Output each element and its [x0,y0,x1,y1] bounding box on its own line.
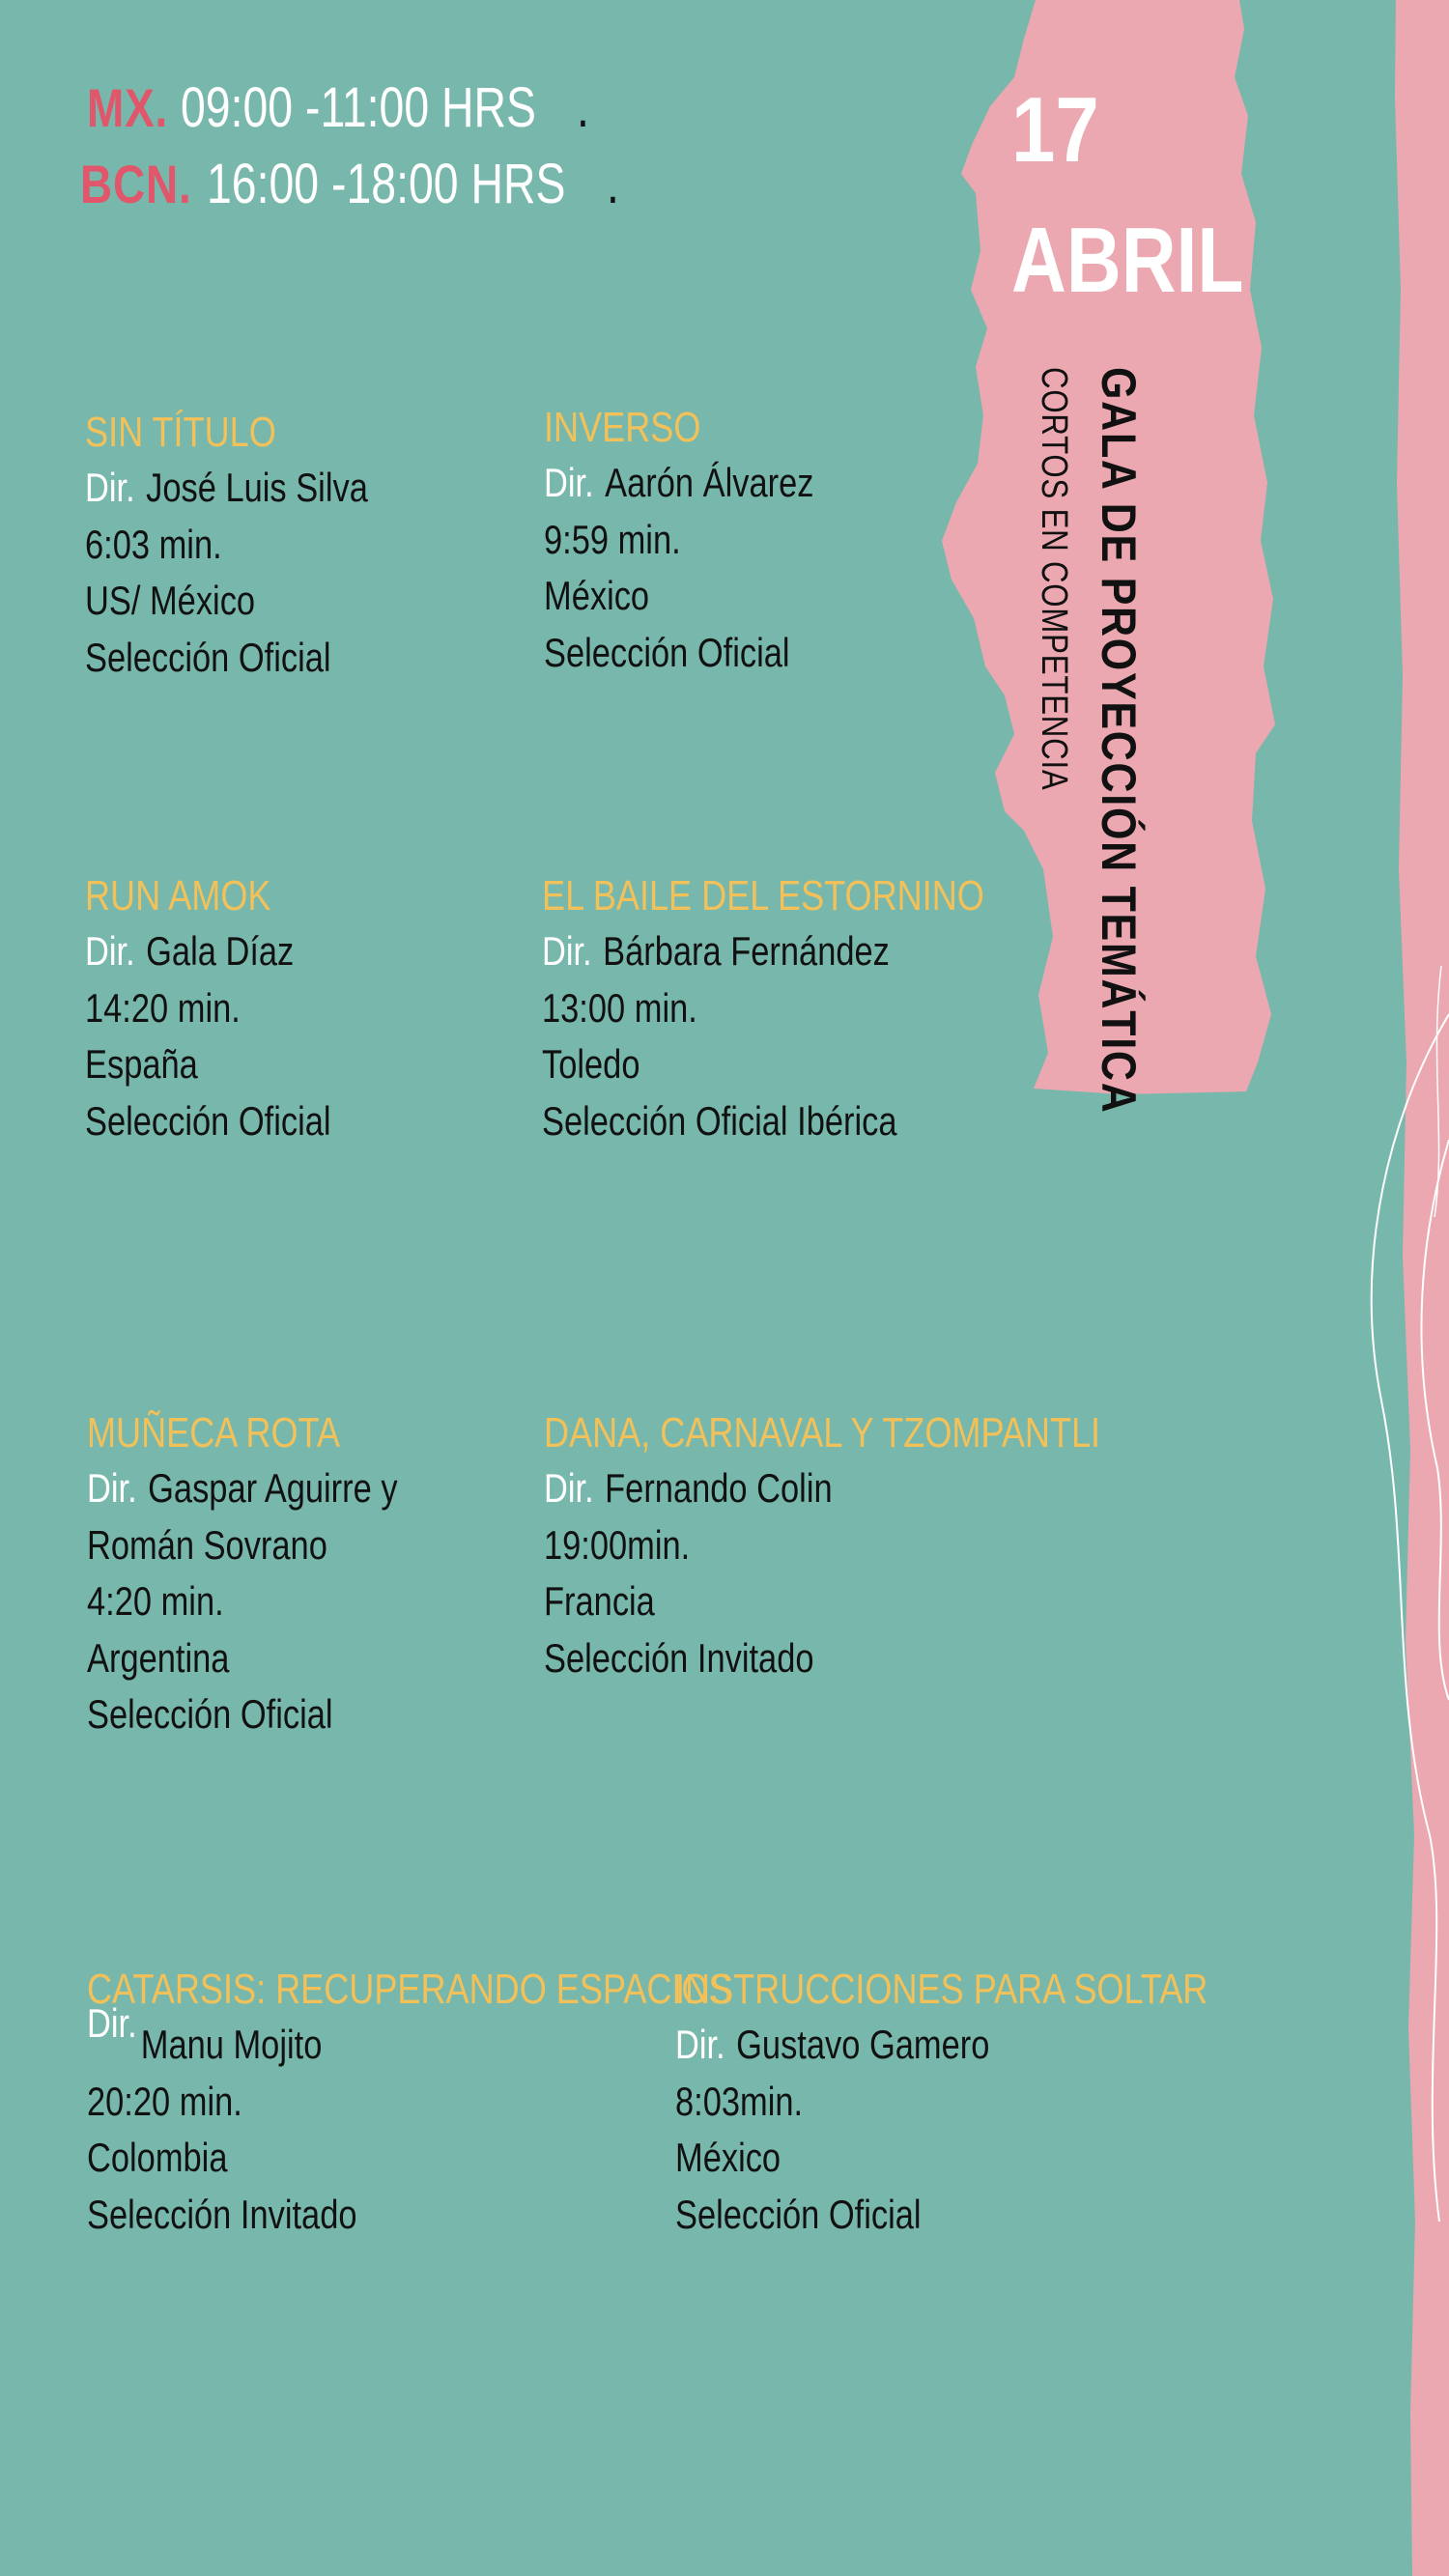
film-selection: Selección Oficial [544,629,790,675]
director-prefix: Dir. [87,1465,137,1511]
film-director: Dir. Fernando Colin [544,1465,833,1511]
film-country: México [544,573,650,618]
director-prefix: Dir. [85,465,135,510]
film-card [87,1406,466,1743]
film-title: DANA, CARNAVAL Y TZOMPANTLI [544,1409,1101,1457]
film-title: CATARSIS: RECUPERANDO ESPACIOS [87,1966,732,2013]
film-card [544,401,873,681]
film-country: México [675,2135,781,2180]
schedule-time-bcn: 16:00 -18:00 HRS [206,153,566,215]
film-title: INVERSO [544,404,701,451]
film-selection: Selección Oficial [85,634,331,680]
film-country: Colombia [87,2135,228,2180]
director-prefix: Dir. [675,2022,725,2067]
film-director: Dir. Manu Mojito [87,2017,732,2074]
film-duration: 20:20 min. [87,2078,242,2124]
film-duration: 8:03min. [675,2078,804,2124]
film-director: Dir. Gustavo Gamero [675,2022,990,2067]
film-title: EL BAILE DEL ESTORNINO [542,872,984,920]
director-prefix: Dir. [542,928,592,974]
film-director: Dir. Bárbara Fernández [542,928,890,974]
film-card [544,1406,1223,1686]
film-country: Francia [544,1578,655,1624]
film-duration: 13:00 min. [542,984,697,1031]
film-country: España [85,1041,198,1087]
schedule-time-mx: 09:00 -11:00 HRS [180,76,536,139]
film-selection: Selección Oficial Ibérica [542,1097,897,1144]
event-title: GALA DE PROYECCIÓN TEMÁTICA [1092,367,1146,1115]
event-day: 17 [1011,78,1099,182]
film-card [675,1963,1324,2243]
director-prefix: Dir. [87,2000,137,2046]
film-duration: 14:20 min. [85,984,241,1031]
film-title: INSTRUCCIONES PARA SOLTAR [675,1966,1208,2013]
event-month: ABRIL [1011,209,1244,312]
schedule-mx: MX. 09:00 -11:00 HRS . [87,76,589,139]
director-prefix: Dir. [85,928,135,974]
film-card [85,869,384,1149]
film-duration: 9:59 min. [544,516,681,562]
film-director: Dir. José Luis Silva [85,465,368,510]
film-duration: 19:00min. [544,1521,691,1568]
director-prefix: Dir. [544,1465,594,1511]
film-card [85,406,430,686]
director-prefix: Dir. [544,460,594,505]
schedule-city-mx: MX. [87,77,169,138]
film-duration: 6:03 min. [85,521,222,567]
film-title: MUÑECA ROTA [87,1409,340,1457]
film-country: US/ México [85,578,256,623]
film-director: Dir. Aarón Álvarez [544,460,814,505]
film-selection: Selección Oficial [85,1097,331,1144]
film-title: RUN AMOK [85,872,271,920]
schedule-bcn: BCN. 16:00 -18:00 HRS . [80,153,620,215]
film-director-continued: Román Sovrano [87,1521,327,1568]
event-subtitle: CORTOS EN COMPETENCIA [1034,367,1074,791]
film-selection: Selección Invitado [544,1634,814,1681]
film-selection: Selección Oficial [675,2191,922,2237]
film-director: Dir. Gala Díaz [85,928,295,974]
film-selection: Selección Oficial [87,1691,333,1737]
film-director: Dir. Gaspar Aguirre y [87,1465,398,1511]
schedule-city-bcn: BCN. [80,154,192,214]
film-title: SIN TÍTULO [85,409,276,456]
film-selection: Selección Invitado [87,2191,357,2237]
film-country: Toledo [542,1041,640,1087]
film-card [542,869,1081,1149]
film-duration: 4:20 min. [87,1578,224,1624]
film-country: Argentina [87,1634,230,1681]
